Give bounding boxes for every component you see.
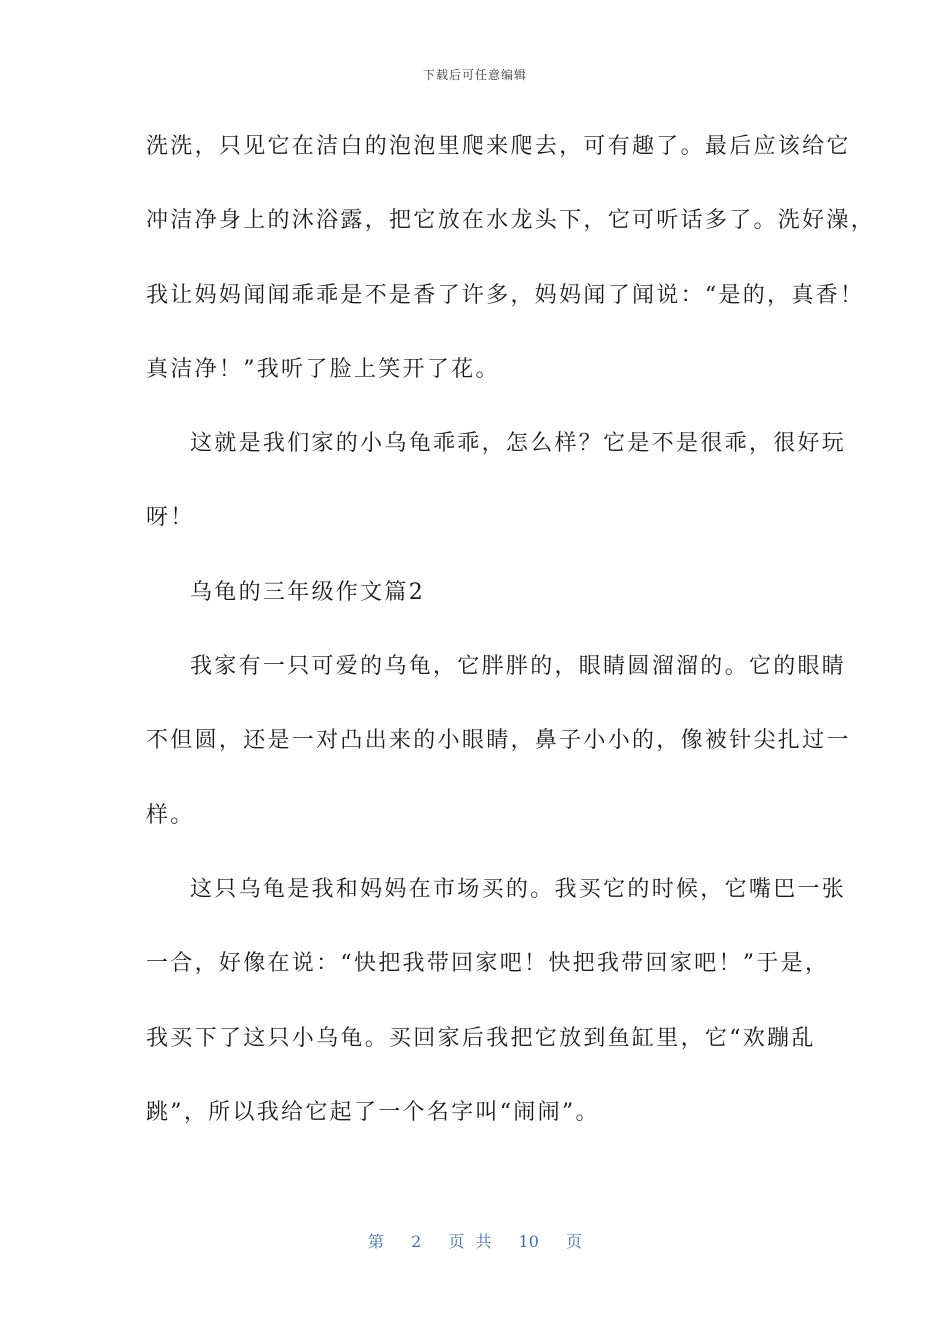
text-line: 我让妈妈闻闻乖乖是不是香了许多，妈妈闻了闻说：“是的，真香！ bbox=[146, 282, 865, 308]
section-heading: 乌龟的三年级作文篇2 bbox=[190, 579, 425, 605]
page-footer bbox=[0, 1229, 950, 1252]
text-line: 我买下了这只小乌龟。买回家后我把它放到鱼缸里，它“欢蹦乱 bbox=[146, 1025, 816, 1051]
text-line: 不但圆，还是一对凸出来的小眼睛，鼻子小小的，像被针尖扎过一 bbox=[146, 728, 851, 754]
text-line: 这只乌龟是我和妈妈在市场买的。我买它的时候，它嘴巴一张 bbox=[190, 876, 847, 902]
text-line: 洗洗，只见它在洁白的泡泡里爬来爬去，可有趣了。最后应该给它 bbox=[146, 134, 851, 159]
text-line: 呀！ bbox=[146, 505, 195, 531]
text-line: 这就是我们家的小乌龟乖乖，怎么样？它是不是很乖，很好玩 bbox=[190, 431, 847, 457]
footer-mid: 页 共 bbox=[448, 1232, 492, 1251]
text-line: 我家有一只可爱的乌龟，它胖胖的，眼睛圆溜溜的。它的眼睛 bbox=[190, 654, 847, 680]
page-header: 下载后可任意编辑 bbox=[422, 68, 527, 82]
total-pages-number: 10 bbox=[518, 1232, 539, 1251]
current-page-number: 2 bbox=[411, 1232, 422, 1251]
document-body bbox=[146, 128, 876, 1168]
text-line: 冲洁净身上的沐浴露，把它放在水龙头下，它可听话多了。洗好澡， bbox=[146, 208, 876, 234]
footer-suffix: 页 bbox=[566, 1232, 583, 1251]
text-line: 真洁净！”我听了脸上笑开了花。 bbox=[146, 356, 500, 382]
text-line: 跳”，所以我给它起了一个名字叫“闹闹”。 bbox=[146, 1099, 600, 1125]
footer-prefix: 第 bbox=[367, 1232, 384, 1251]
text-line: 样。 bbox=[146, 802, 195, 828]
text-line: 一合，好像在说：“快把我带回家吧！快把我带回家吧！”于是， bbox=[146, 951, 830, 977]
